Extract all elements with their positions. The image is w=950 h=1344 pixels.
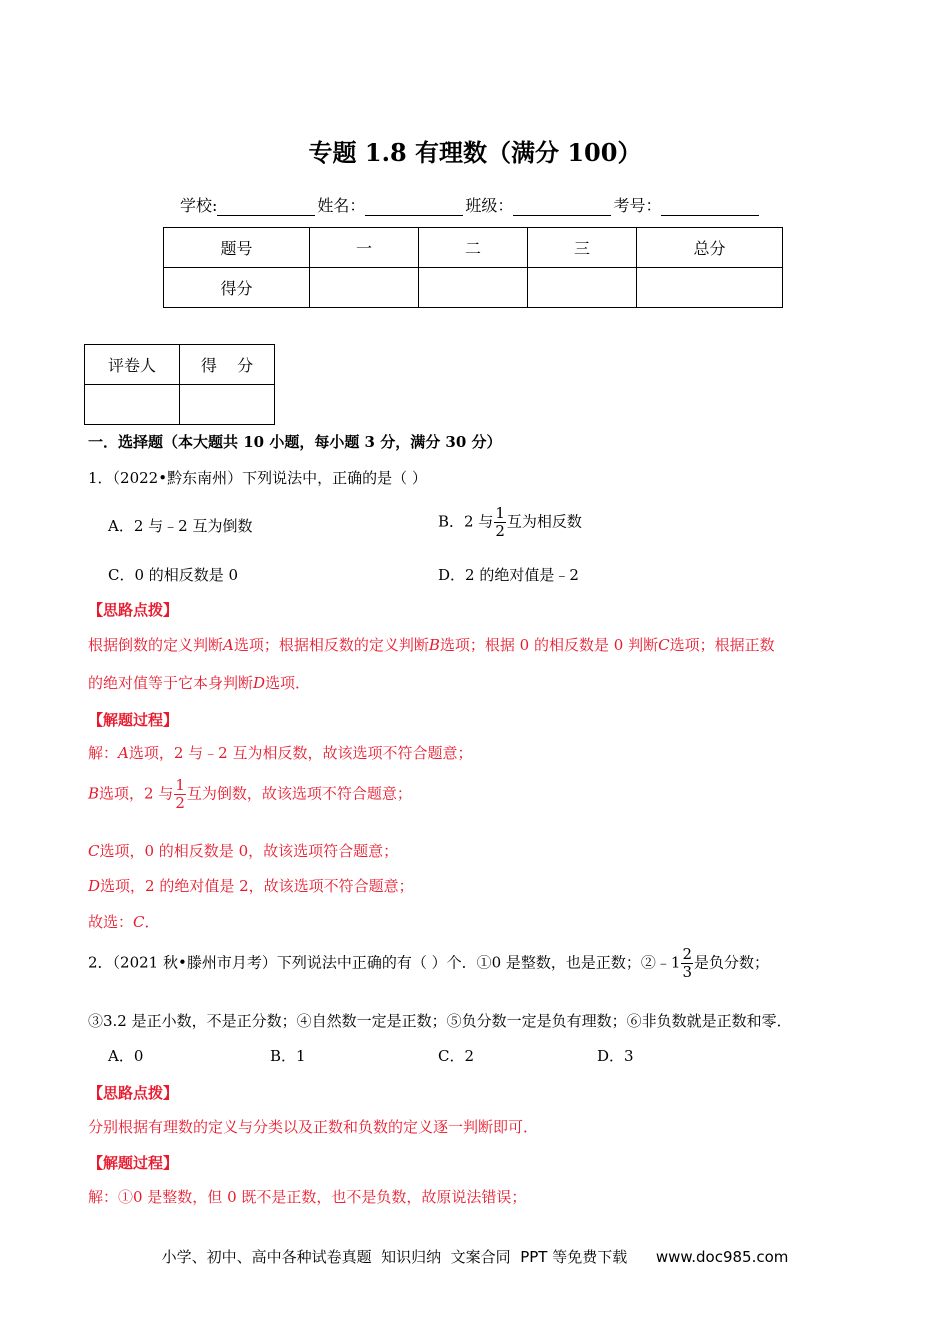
q2-option-b: B．1 — [270, 1047, 306, 1065]
q1-b-frac-num: 1 — [495, 504, 505, 522]
q1-hint-l1-seg2: 选项；根据相反数的定义判断 — [233, 636, 429, 654]
q2-frac-den: 3 — [682, 963, 693, 981]
q2-stem-pre: 2．（2021 秋•滕州市月考）下列说法中正确的有（ ）个．①0 是整数，也是正数；②﹣1 — [88, 953, 681, 972]
name-blank[interactable] — [365, 199, 463, 216]
q1-sol3-c: C — [88, 842, 100, 860]
score-header-3: 三 — [528, 228, 637, 268]
score-table-header-row — [164, 228, 783, 268]
q1-sol5-pre: 故选： — [88, 913, 134, 931]
q2-option-d: D．3 — [597, 1047, 634, 1065]
q1-sol2-fraction — [174, 777, 186, 812]
q1-sol2-post: 互为倒数，故该选项不符合题意； — [186, 784, 412, 803]
q1-hint-l1-c: C — [658, 636, 670, 654]
q1-solution-line1 — [88, 742, 473, 763]
score-header-2: 二 — [419, 228, 528, 268]
grader-cell[interactable] — [85, 385, 180, 425]
score-cell-total[interactable] — [637, 268, 783, 308]
student-info-line — [180, 193, 761, 216]
q1-hint-l2-d: D — [253, 674, 266, 692]
q2-frac-num: 2 — [682, 945, 693, 963]
q1-solution-line5 — [88, 911, 160, 932]
school-blank[interactable] — [217, 199, 315, 216]
school-label: 学校: — [180, 196, 218, 215]
q2-hint: 分别根据有理数的定义与分类以及正数和负数的定义逐一判断即可． — [88, 1118, 539, 1136]
score-header-total: 总分 — [637, 228, 783, 268]
q1-sol4-post: 选项，2 的绝对值是 2，故该选项不符合题意； — [100, 877, 414, 895]
q1-hint-line2 — [88, 672, 310, 693]
q2-stem-post: 是负分数； — [694, 953, 770, 972]
name-label: 姓名： — [317, 196, 366, 215]
score-header-1: 一 — [310, 228, 419, 268]
q1-sol2-frac-den: 2 — [175, 794, 185, 812]
q1-hint-l1-seg1: 根据倒数的定义判断 — [88, 636, 224, 654]
section-1-heading: 一．选择题（本大题共 10 小题，每小题 3 分，满分 30 分） — [88, 433, 502, 451]
class-blank[interactable] — [513, 199, 611, 216]
grader-header: 评卷人 — [85, 345, 180, 385]
q1-stem: 1．（2022•黔东南州）下列说法中，正确的是（ ） — [88, 469, 427, 487]
q1-option-b-fraction — [494, 505, 506, 540]
q1-hint-l1-seg3: 选项；根据 0 的相反数是 0 判断 — [439, 636, 659, 654]
page-title: 专题 1.8 有理数（满分 100） — [308, 138, 642, 167]
q1-hint-l2-seg2: 选项． — [265, 674, 311, 692]
score-cell-2[interactable] — [419, 268, 528, 308]
q2-solution-label: 【解题过程】 — [88, 1154, 179, 1172]
q1-hint-line1 — [88, 634, 775, 655]
q1-sol2-frac-num: 1 — [175, 776, 185, 794]
q2-hint-label: 【思路点拨】 — [88, 1084, 179, 1102]
q1-sol2-b: B — [88, 784, 100, 803]
q1-option-a: A．2 与﹣2 互为倒数 — [108, 517, 253, 535]
q2-solution-line1: 解：①0 是整数，但 0 既不是正数，也不是负数，故原说法错误； — [88, 1188, 527, 1206]
exam-no-label: 考号： — [613, 196, 662, 215]
score-row-label: 得分 — [164, 268, 310, 308]
q1-option-c: C．0 的相反数是 0 — [108, 566, 239, 584]
score-header-qno: 题号 — [164, 228, 310, 268]
exam-no-blank[interactable] — [661, 199, 759, 216]
q2-stem-line2: ③3.2 是正小数，不是正分数；④自然数一定是正数；⑤负分数一定是负有理数；⑥非负数就是正数和零． — [88, 1012, 792, 1030]
q1-sol5-c: C — [133, 913, 145, 931]
q1-sol5-post: ． — [144, 913, 160, 931]
q2-stem-fraction — [681, 946, 693, 981]
q1-option-d: D．2 的绝对值是﹣2 — [438, 566, 579, 584]
q1-sol1-a: A — [118, 744, 129, 762]
q1-sol1-pre: 解： — [88, 744, 119, 762]
grader-table-header-row — [85, 345, 275, 385]
class-label: 班级： — [465, 196, 514, 215]
q1-option-b-post: 互为相反数 — [506, 512, 582, 531]
grader-table-blank-row — [85, 385, 275, 425]
q2-stem-line1 — [88, 946, 769, 981]
q1-b-frac-den: 2 — [495, 522, 505, 540]
q1-hint-label: 【思路点拨】 — [88, 601, 179, 619]
score-cell-1[interactable] — [310, 268, 419, 308]
q1-option-b — [438, 505, 582, 540]
q1-hint-l2-seg1: 的绝对值等于它本身判断 — [88, 674, 254, 692]
grader-score-header: 得 分 — [180, 345, 275, 385]
grader-table — [84, 344, 275, 425]
page-footer: 小学、初中、高中各种试卷真题 知识归纳 文案合同 PPT 等免费下载 www.doc985.com — [161, 1248, 789, 1266]
q1-solution-line3 — [88, 840, 398, 861]
q1-sol3-post: 选项，0 的相反数是 0，故该选项符合题意； — [99, 842, 399, 860]
q1-sol2-pre: 选项，2 与 — [99, 784, 174, 803]
q1-solution-label: 【解题过程】 — [88, 711, 179, 729]
q1-option-b-pre: B．2 与 — [438, 512, 494, 531]
grader-score-cell[interactable] — [180, 385, 275, 425]
q1-sol4-d: D — [88, 877, 101, 895]
q1-solution-line2 — [88, 777, 412, 812]
score-table-score-row — [164, 268, 783, 308]
score-cell-3[interactable] — [528, 268, 637, 308]
q2-option-a: A．0 — [108, 1047, 144, 1065]
q1-solution-line4 — [88, 875, 414, 896]
score-table — [163, 227, 783, 308]
q1-hint-l1-b: B — [428, 636, 440, 654]
q1-sol1-post: 选项，2 与﹣2 互为相反数，故该选项不符合题意； — [128, 744, 473, 762]
q1-hint-l1-seg4: 选项；根据正数 — [669, 636, 775, 654]
q1-hint-l1-a: A — [223, 636, 234, 654]
q2-option-c: C．2 — [438, 1047, 475, 1065]
